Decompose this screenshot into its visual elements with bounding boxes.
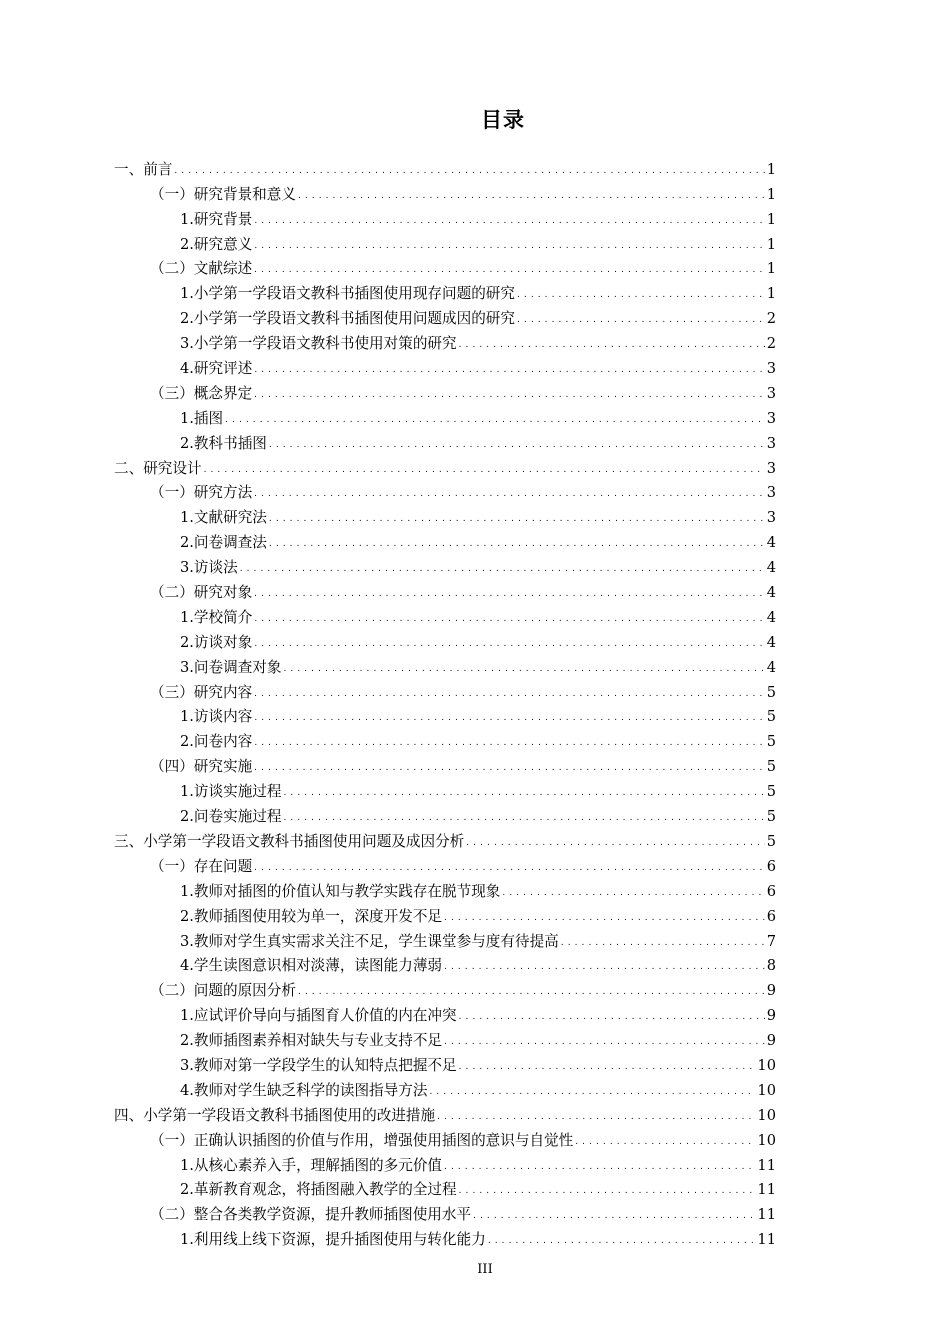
toc-entry[interactable]: [114, 977, 776, 1002]
toc-dot-leader: [473, 1210, 755, 1226]
toc-entry-page-number: 5: [766, 808, 776, 826]
toc-entry[interactable]: [114, 529, 776, 554]
toc-entry-text: 二、研究设计: [114, 459, 202, 477]
toc-dot-leader: [444, 961, 765, 977]
toc-entry[interactable]: [114, 903, 776, 928]
toc-entry-page-number: 8: [766, 957, 776, 975]
toc-entry-page-number: 3: [766, 509, 776, 527]
toc-entry-text: 1.从核心素养入手，理解插图的多元价值: [180, 1156, 443, 1174]
toc-dot-leader: [459, 1011, 765, 1027]
toc-entry[interactable]: [114, 480, 776, 505]
toc-dot-leader: [269, 513, 765, 529]
toc-dot-leader: [174, 165, 764, 181]
toc-dot-leader: [488, 1235, 756, 1251]
toc-entry-text: 1.研究背景: [180, 210, 253, 228]
toc-entry-text: 1.访谈实施过程: [180, 783, 282, 801]
toc-dot-leader: [225, 414, 765, 430]
toc-dot-leader: [459, 339, 765, 355]
toc-entry[interactable]: [114, 803, 776, 828]
toc-entry-page-number: 4: [766, 559, 776, 577]
toc-entry-text: 一、前言: [114, 160, 173, 178]
toc-dot-leader: [254, 638, 764, 654]
toc-entry[interactable]: [114, 181, 776, 206]
toc-entry-page-number: 3: [766, 484, 776, 502]
toc-entry-text: 三、小学第一学段语文教科书插图使用问题及成因分析: [114, 832, 465, 850]
toc-entry[interactable]: [114, 1152, 776, 1177]
toc-dot-leader: [254, 712, 764, 728]
toc-entry[interactable]: [114, 778, 776, 803]
toc-dot-leader: [254, 688, 765, 704]
toc-entry-page-number: 4: [766, 608, 776, 626]
toc-dot-leader: [284, 812, 765, 828]
toc-entry-text: （二）整合各类教学资源，提升教师插图使用水平: [150, 1206, 472, 1224]
toc-entry-page-number: 11: [757, 1181, 776, 1199]
toc-dot-leader: [459, 1061, 756, 1077]
toc-entry-page-number: 9: [766, 1032, 776, 1050]
toc-dot-leader: [240, 563, 765, 579]
toc-dot-leader: [517, 289, 765, 305]
toc-entry-page-number: 11: [757, 1206, 776, 1224]
toc-entry-page-number: 2: [766, 310, 776, 328]
toc-entry[interactable]: [114, 355, 776, 380]
toc-entry-page-number: 5: [766, 758, 776, 776]
toc-entry[interactable]: [114, 928, 776, 953]
toc-dot-leader: [437, 1111, 755, 1127]
toc-entry[interactable]: [114, 256, 776, 281]
toc-entry[interactable]: [114, 629, 776, 654]
toc-entry-text: （二）文献综述: [150, 260, 253, 278]
toc-entry-text: 2.小学第一学段语文教科书插图使用问题成因的研究: [180, 310, 515, 328]
toc-entry-page-number: 6: [766, 882, 776, 900]
toc-entry-text: 1.应试评价导向与插图育人价值的内在冲突: [180, 1007, 457, 1025]
toc-entry[interactable]: [114, 206, 776, 231]
toc-entry[interactable]: [114, 305, 776, 330]
toc-dot-leader: [502, 887, 764, 903]
page-number-footer: III: [477, 1262, 493, 1277]
toc-title: 目录: [481, 108, 525, 132]
toc-dot-leader: [459, 1185, 756, 1201]
toc-entry-page-number: 10: [757, 1106, 776, 1124]
toc-entry-page-number: 3: [766, 409, 776, 427]
toc-entry[interactable]: [114, 156, 776, 181]
toc-dot-leader: [429, 1086, 755, 1102]
toc-entry[interactable]: [114, 1077, 776, 1102]
toc-entry-text: （一）存在问题: [150, 857, 253, 875]
toc-entry-text: 2.教师插图使用较为单一，深度开发不足: [180, 907, 443, 925]
toc-entry-text: 1.插图: [180, 409, 224, 427]
toc-entry-text: 1.学校简介: [180, 608, 253, 626]
toc-entry-page-number: 5: [766, 708, 776, 726]
toc-entry[interactable]: [114, 1052, 776, 1077]
toc-entry[interactable]: [114, 380, 776, 405]
toc-entry-text: （二）研究对象: [150, 584, 253, 602]
toc-entry-text: 1.访谈内容: [180, 708, 253, 726]
toc-entry-text: 2.革新教育观念，将插图融入教学的全过程: [180, 1181, 457, 1199]
table-of-contents: [114, 156, 776, 1251]
toc-entry[interactable]: [114, 704, 776, 729]
toc-entry-text: 1.利用线上线下资源，提升插图使用与转化能力: [180, 1231, 486, 1249]
toc-entry[interactable]: [114, 953, 776, 978]
toc-entry[interactable]: [114, 330, 776, 355]
toc-entry-page-number: 3: [766, 434, 776, 452]
toc-entry-text: 4.教师对学生缺乏科学的读图指导方法: [180, 1081, 428, 1099]
toc-entry-page-number: 4: [766, 534, 776, 552]
toc-entry-text: 四、小学第一学段语文教科书插图使用的改进措施: [114, 1106, 436, 1124]
toc-entry[interactable]: [114, 828, 776, 853]
toc-entry-text: （一）研究方法: [150, 484, 253, 502]
toc-entry[interactable]: [114, 878, 776, 903]
toc-entry-page-number: 10: [757, 1081, 776, 1099]
toc-entry-page-number: 3: [766, 360, 776, 378]
toc-entry-page-number: 5: [766, 733, 776, 751]
toc-entry-page-number: 3: [766, 459, 776, 477]
toc-entry-text: 2.问卷内容: [180, 733, 253, 751]
toc-entry-page-number: 9: [766, 1007, 776, 1025]
toc-entry-page-number: 1: [766, 260, 776, 278]
toc-entry-text: 2.教科书插图: [180, 434, 267, 452]
toc-entry-page-number: 11: [757, 1231, 776, 1249]
toc-entry[interactable]: [114, 405, 776, 430]
toc-entry-text: （二）问题的原因分析: [150, 982, 296, 1000]
toc-entry[interactable]: [114, 430, 776, 455]
toc-entry-page-number: 1: [766, 160, 776, 178]
toc-entry-text: 4.研究评述: [180, 360, 253, 378]
toc-entry[interactable]: [114, 1226, 776, 1251]
toc-dot-leader: [561, 937, 765, 953]
toc-dot-leader: [269, 439, 765, 455]
toc-entry-page-number: 11: [757, 1156, 776, 1174]
toc-dot-leader: [254, 762, 765, 778]
toc-dot-leader: [254, 389, 765, 405]
toc-entry-text: （一）正确认识插图的价值与作用，增强使用插图的意识与自觉性: [150, 1131, 574, 1149]
toc-entry-page-number: 5: [766, 683, 776, 701]
toc-entry-page-number: 1: [766, 185, 776, 203]
toc-dot-leader: [284, 663, 765, 679]
toc-entry[interactable]: [114, 231, 776, 256]
toc-entry-page-number: 6: [766, 907, 776, 925]
toc-entry-page-number: 5: [766, 832, 776, 850]
toc-dot-leader: [254, 215, 764, 231]
toc-dot-leader: [254, 862, 765, 878]
toc-entry-text: 3.教师对第一学段学生的认知特点把握不足: [180, 1056, 457, 1074]
toc-dot-leader: [254, 264, 765, 280]
toc-dot-leader: [254, 488, 765, 504]
toc-entry-page-number: 5: [766, 783, 776, 801]
toc-entry-page-number: 1: [766, 210, 776, 228]
toc-entry[interactable]: [114, 504, 776, 529]
toc-entry[interactable]: [114, 679, 776, 704]
toc-dot-leader: [204, 464, 765, 480]
toc-dot-leader: [254, 613, 764, 629]
toc-entry-text: 4.学生读图意识相对淡薄，读图能力薄弱: [180, 957, 443, 975]
toc-entry[interactable]: [114, 1102, 776, 1127]
toc-dot-leader: [284, 787, 765, 803]
toc-entry-text: 2.问卷实施过程: [180, 808, 282, 826]
toc-entry-page-number: 4: [766, 658, 776, 676]
toc-entry[interactable]: [114, 728, 776, 753]
toc-entry[interactable]: [114, 604, 776, 629]
toc-dot-leader: [298, 190, 765, 206]
toc-entry-text: 2.研究意义: [180, 235, 253, 253]
toc-entry-page-number: 4: [766, 633, 776, 651]
toc-entry-page-number: 4: [766, 584, 776, 602]
toc-entry[interactable]: [114, 654, 776, 679]
toc-entry-text: （三）研究内容: [150, 683, 253, 701]
toc-dot-leader: [254, 240, 764, 256]
toc-entry[interactable]: [114, 753, 776, 778]
toc-entry[interactable]: [114, 1177, 776, 1202]
toc-entry-text: 1.小学第一学段语文教科书插图使用现存问题的研究: [180, 285, 515, 303]
toc-dot-leader: [254, 588, 765, 604]
toc-dot-leader: [254, 364, 764, 380]
toc-dot-leader: [444, 1036, 765, 1052]
toc-dot-leader: [254, 737, 764, 753]
toc-entry[interactable]: [114, 853, 776, 878]
toc-dot-leader: [575, 1136, 755, 1152]
toc-entry-page-number: 3: [766, 384, 776, 402]
toc-entry-text: 2.教师插图素养相对缺失与专业支持不足: [180, 1032, 443, 1050]
toc-entry-page-number: 9: [766, 982, 776, 1000]
toc-entry-text: 3.访谈法: [180, 559, 238, 577]
toc-entry-page-number: 6: [766, 857, 776, 875]
toc-entry[interactable]: [114, 554, 776, 579]
toc-dot-leader: [444, 1161, 755, 1177]
toc-entry-page-number: 7: [766, 932, 776, 950]
toc-entry-page-number: 1: [766, 285, 776, 303]
toc-entry[interactable]: [114, 1127, 776, 1152]
toc-entry-text: 3.教师对学生真实需求关注不足，学生课堂参与度有待提高: [180, 932, 559, 950]
toc-entry-text: （三）概念界定: [150, 384, 253, 402]
toc-dot-leader: [269, 538, 765, 554]
toc-dot-leader: [444, 912, 765, 928]
toc-entry-text: 1.文献研究法: [180, 509, 267, 527]
toc-entry-text: 2.访谈对象: [180, 633, 253, 651]
toc-entry[interactable]: [114, 455, 776, 480]
toc-dot-leader: [517, 314, 765, 330]
toc-entry-page-number: 10: [757, 1056, 776, 1074]
toc-entry-page-number: 10: [757, 1131, 776, 1149]
toc-entry-page-number: 1: [766, 235, 776, 253]
toc-entry-text: 2.问卷调查法: [180, 534, 267, 552]
toc-entry-text: （四）研究实施: [150, 758, 253, 776]
toc-entry-text: 3.问卷调查对象: [180, 658, 282, 676]
toc-entry-page-number: 2: [766, 335, 776, 353]
toc-dot-leader: [298, 986, 765, 1002]
toc-entry[interactable]: [114, 579, 776, 604]
toc-entry[interactable]: [114, 1201, 776, 1226]
toc-entry[interactable]: [114, 1027, 776, 1052]
toc-entry[interactable]: [114, 1002, 776, 1027]
toc-entry-text: 3.小学第一学段语文教科书使用对策的研究: [180, 335, 457, 353]
toc-dot-leader: [466, 837, 764, 853]
toc-entry[interactable]: [114, 280, 776, 305]
toc-entry-text: 1.教师对插图的价值认知与教学实践存在脱节现象: [180, 882, 501, 900]
toc-entry-text: （一）研究背景和意义: [150, 185, 296, 203]
